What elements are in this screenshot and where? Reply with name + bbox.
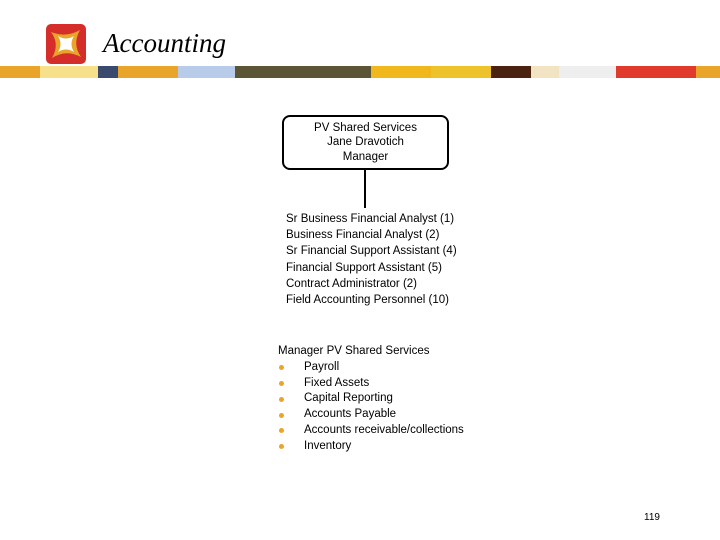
responsibilities-heading: Manager PV Shared Services (278, 345, 430, 357)
list-item-label: Payroll (304, 360, 340, 373)
list-item (278, 391, 464, 407)
bullet-icon (279, 381, 284, 386)
list-item (278, 407, 464, 423)
color-bar-segment (371, 66, 431, 78)
color-bar-segment (531, 66, 559, 78)
list-item (278, 423, 464, 439)
manager-box-role: Manager (342, 150, 389, 163)
manager-box-department: PV Shared Services (314, 121, 417, 134)
list-item (278, 439, 464, 455)
color-bar-segment (616, 66, 696, 78)
page-number: 119 (644, 512, 660, 523)
manager-box (282, 115, 449, 170)
page-title: Accounting (103, 28, 226, 58)
list-item (278, 376, 464, 392)
color-bar-segment (559, 66, 616, 78)
list-item-label: Fixed Assets (304, 376, 370, 389)
staff-item: Contract Administrator (2) (286, 277, 418, 290)
color-bar-segment (431, 66, 491, 78)
color-bar-segment (98, 66, 118, 78)
company-logo (46, 24, 86, 64)
bullet-icon (279, 365, 284, 370)
color-bar-segment (178, 66, 235, 78)
list-item-label: Capital Reporting (304, 392, 393, 405)
color-bar-segment (0, 66, 40, 78)
list-item-label: Inventory (304, 439, 352, 452)
list-item-label: Accounts receivable/collections (304, 423, 464, 436)
manager-box-name: Jane Dravotich (327, 136, 404, 149)
responsibilities-list (278, 344, 464, 455)
header-color-bar (0, 66, 720, 78)
staff-item: Field Accounting Personnel (10) (286, 294, 450, 307)
color-bar-segment (118, 66, 178, 78)
staff-list (286, 211, 457, 308)
staff-item: Financial Support Assistant (5) (286, 261, 442, 274)
org-connector-line (364, 170, 366, 208)
list-item (278, 360, 464, 376)
color-bar-segment (40, 66, 98, 78)
list-item-label: Accounts Payable (304, 408, 397, 421)
bullet-icon (279, 444, 284, 449)
staff-item: Business Financial Analyst (2) (286, 229, 440, 242)
color-bar-segment (235, 66, 371, 78)
staff-item: Sr Financial Support Assistant (4) (286, 245, 457, 258)
color-bar-segment (491, 66, 531, 78)
staff-item: Sr Business Financial Analyst (1) (286, 213, 455, 225)
color-bar-segment (696, 66, 720, 78)
bullet-icon (279, 397, 284, 402)
bullet-icon (279, 413, 284, 418)
bullet-icon (279, 428, 284, 433)
